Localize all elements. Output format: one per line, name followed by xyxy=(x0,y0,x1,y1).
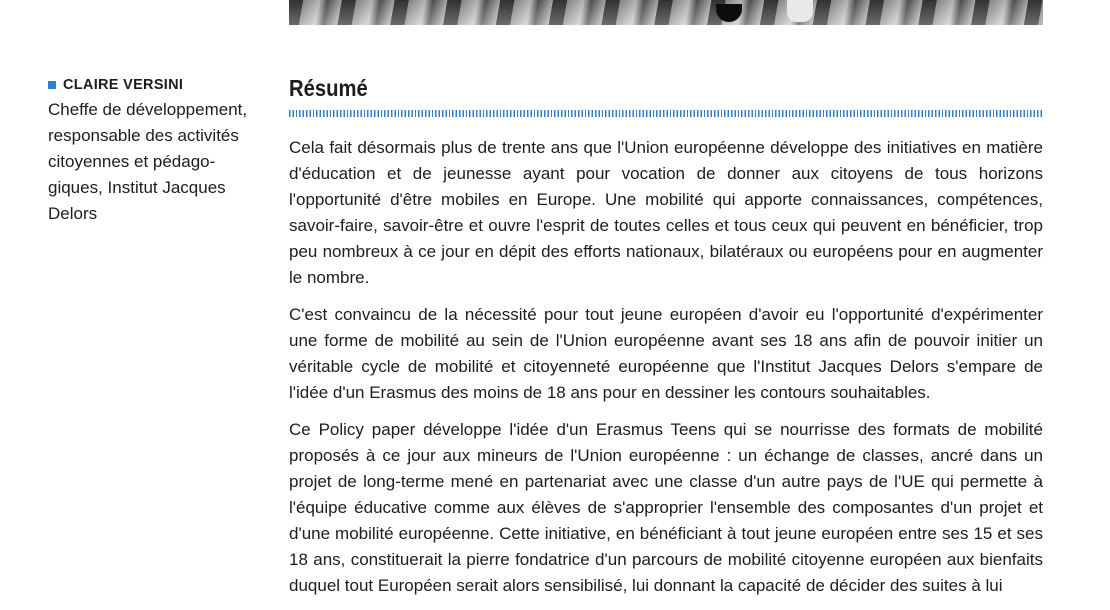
author-role-line: citoyennes et pédago- xyxy=(48,152,216,171)
author-role-line: Cheffe de développement, xyxy=(48,100,248,119)
author-role-line: responsable des activités xyxy=(48,126,239,145)
author-name-text: CLAIRE VERSINI xyxy=(63,77,184,93)
header-photo xyxy=(289,0,1043,25)
author-role xyxy=(48,97,273,227)
section-divider xyxy=(289,110,1043,117)
author-name xyxy=(48,76,273,94)
author-block xyxy=(48,76,273,227)
author-role-line: Delors xyxy=(48,204,98,223)
summary-paragraph: Ce Policy paper développe l'idée d'un Erasmus Teens qui se nourrisse des formats de mobilité proposés à ce jour aux mineurs de l'Union européenne : un échange de classes, ancré dans un projet de long-terme mené en partenariat avec une classe d'un autre pays de l'UE qui permette à l'équipe éducative comme aux élèves de s'approprier l'ensemble des composantes d'un projet et d'une mobilité européenne. Cette initiative, en bénéficiant à tout jeune européen entre ses 15 et ses 18 ans, constituerait la pierre fondatrice d'un parcours de mobilité citoyenne européen aux bienfaits duquel tout Européen serait alors sensibilisé, lui donnant la capacité de décider des suites à lui xyxy=(289,420,1043,595)
photo-figure-light xyxy=(787,0,813,22)
author-role-line: giques, Institut Jacques xyxy=(48,178,226,197)
photo-shading xyxy=(289,0,1043,25)
summary-paragraph: C'est convaincu de la nécessité pour tout jeune européen d'avoir eu l'opportunité d'expérimenter une forme de mobilité au sein de l'Union européenne avant ses 18 ans afin de pouvoir initier un véritable cycle de mobilité et citoyenneté européenne que l'Institut Jacques Delors s'empare de l'idée d'un Erasmus des moins de 18 ans pour en dessiner les contours souhaitables. xyxy=(289,305,1043,402)
section-title: Résumé xyxy=(289,75,368,101)
summary-body xyxy=(289,135,1043,610)
summary-paragraph: Cela fait désormais plus de trente ans que l'Union européenne développe des initiatives en matière d'éducation et de jeunesse ayant pour vocation de donner aux citoyens de tous horizons l'opportunité d'être mobiles en Europe. Une mobilité qui apporte connaissances, compétences, savoir-faire, savoir-être et ouvre l'esprit de toutes celles et tous ceux qui peuvent en bénéficier, trop peu nombreux à ce jour en dépit des efforts nationaux, bilatéraux ou européens pour en augmenter le nombre. xyxy=(289,138,1043,287)
square-bullet-icon xyxy=(48,81,56,89)
